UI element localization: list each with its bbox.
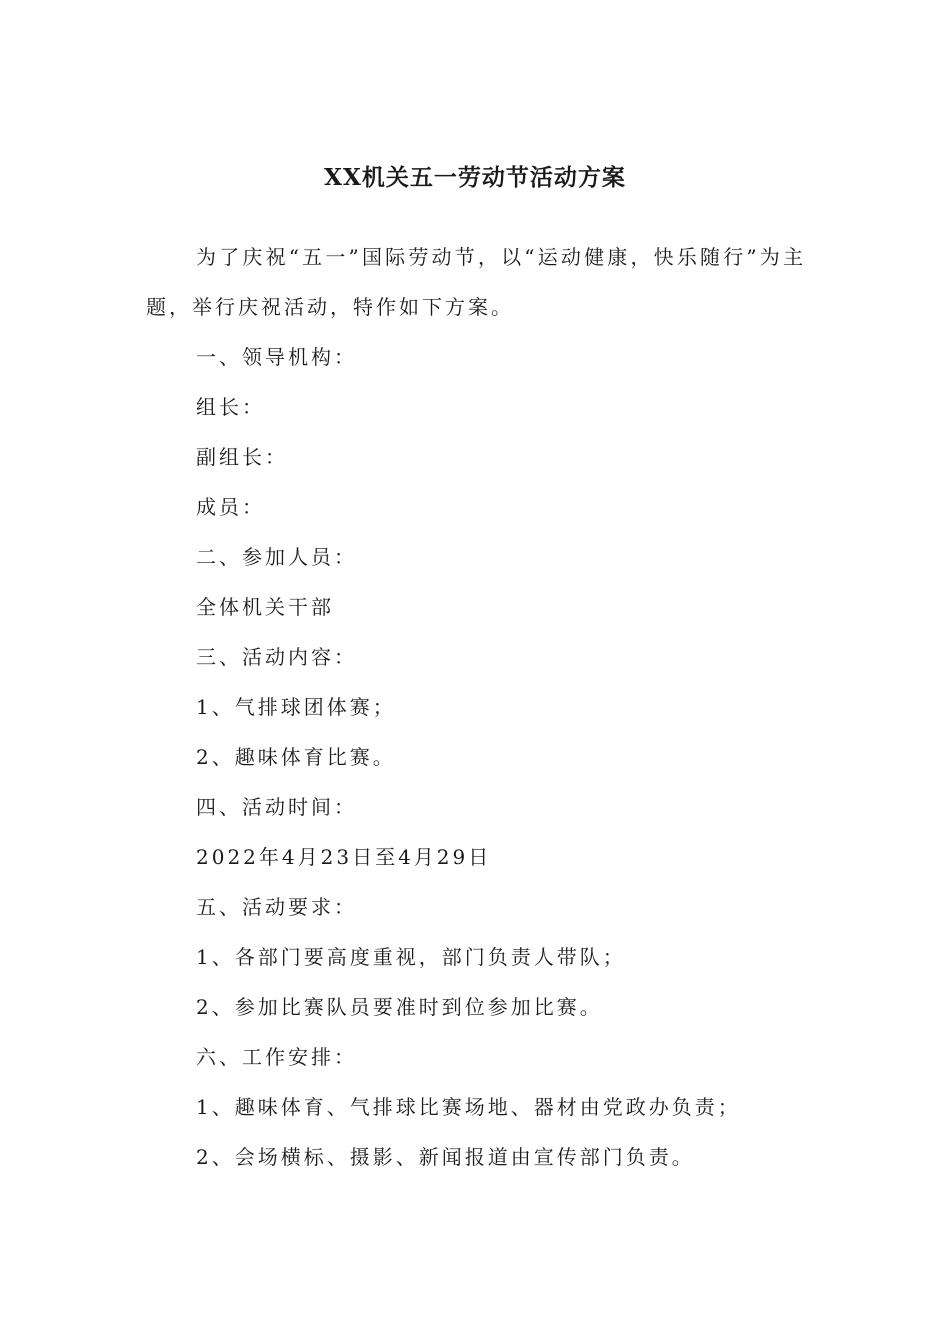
section-heading-leadership: 一、领导机构： — [196, 345, 357, 369]
participants-line: 全体机关干部 — [196, 595, 334, 619]
requirement-item-2: 2、参加比赛队员要准时到位参加比赛。 — [196, 995, 603, 1019]
section-heading-participants: 二、参加人员： — [196, 545, 357, 569]
document-title: XX机关五一劳动节活动方案 — [324, 164, 626, 191]
time-line: 2022年4月23日至4月29日 — [196, 845, 492, 869]
members-line: 成员： — [196, 495, 265, 519]
section-heading-time: 四、活动时间： — [196, 795, 357, 819]
content-item-1: 1、气排球团体赛； — [196, 695, 396, 719]
arrangement-item-2: 2、会场横标、摄影、新闻报道由宣传部门负责。 — [196, 1145, 695, 1169]
requirement-item-1: 1、各部门要高度重视，部门负责人带队； — [196, 945, 626, 969]
intro-paragraph: 为了庆祝“五一”国际劳动节，以“运动健康，快乐随行”为主题，举行庆祝活动，特作如下方案。 — [146, 245, 806, 319]
arrangement-item-1: 1、趣味体育、气排球比赛场地、器材由党政办负责； — [196, 1095, 741, 1119]
leader-line: 组长： — [196, 395, 265, 419]
content-item-2: 2、趣味体育比赛。 — [196, 745, 396, 769]
section-heading-arrangements: 六、工作安排： — [196, 1045, 357, 1069]
section-heading-content: 三、活动内容： — [196, 645, 357, 669]
deputy-leader-line: 副组长： — [196, 445, 288, 469]
document-body — [146, 232, 806, 1182]
section-heading-requirements: 五、活动要求： — [196, 895, 357, 919]
